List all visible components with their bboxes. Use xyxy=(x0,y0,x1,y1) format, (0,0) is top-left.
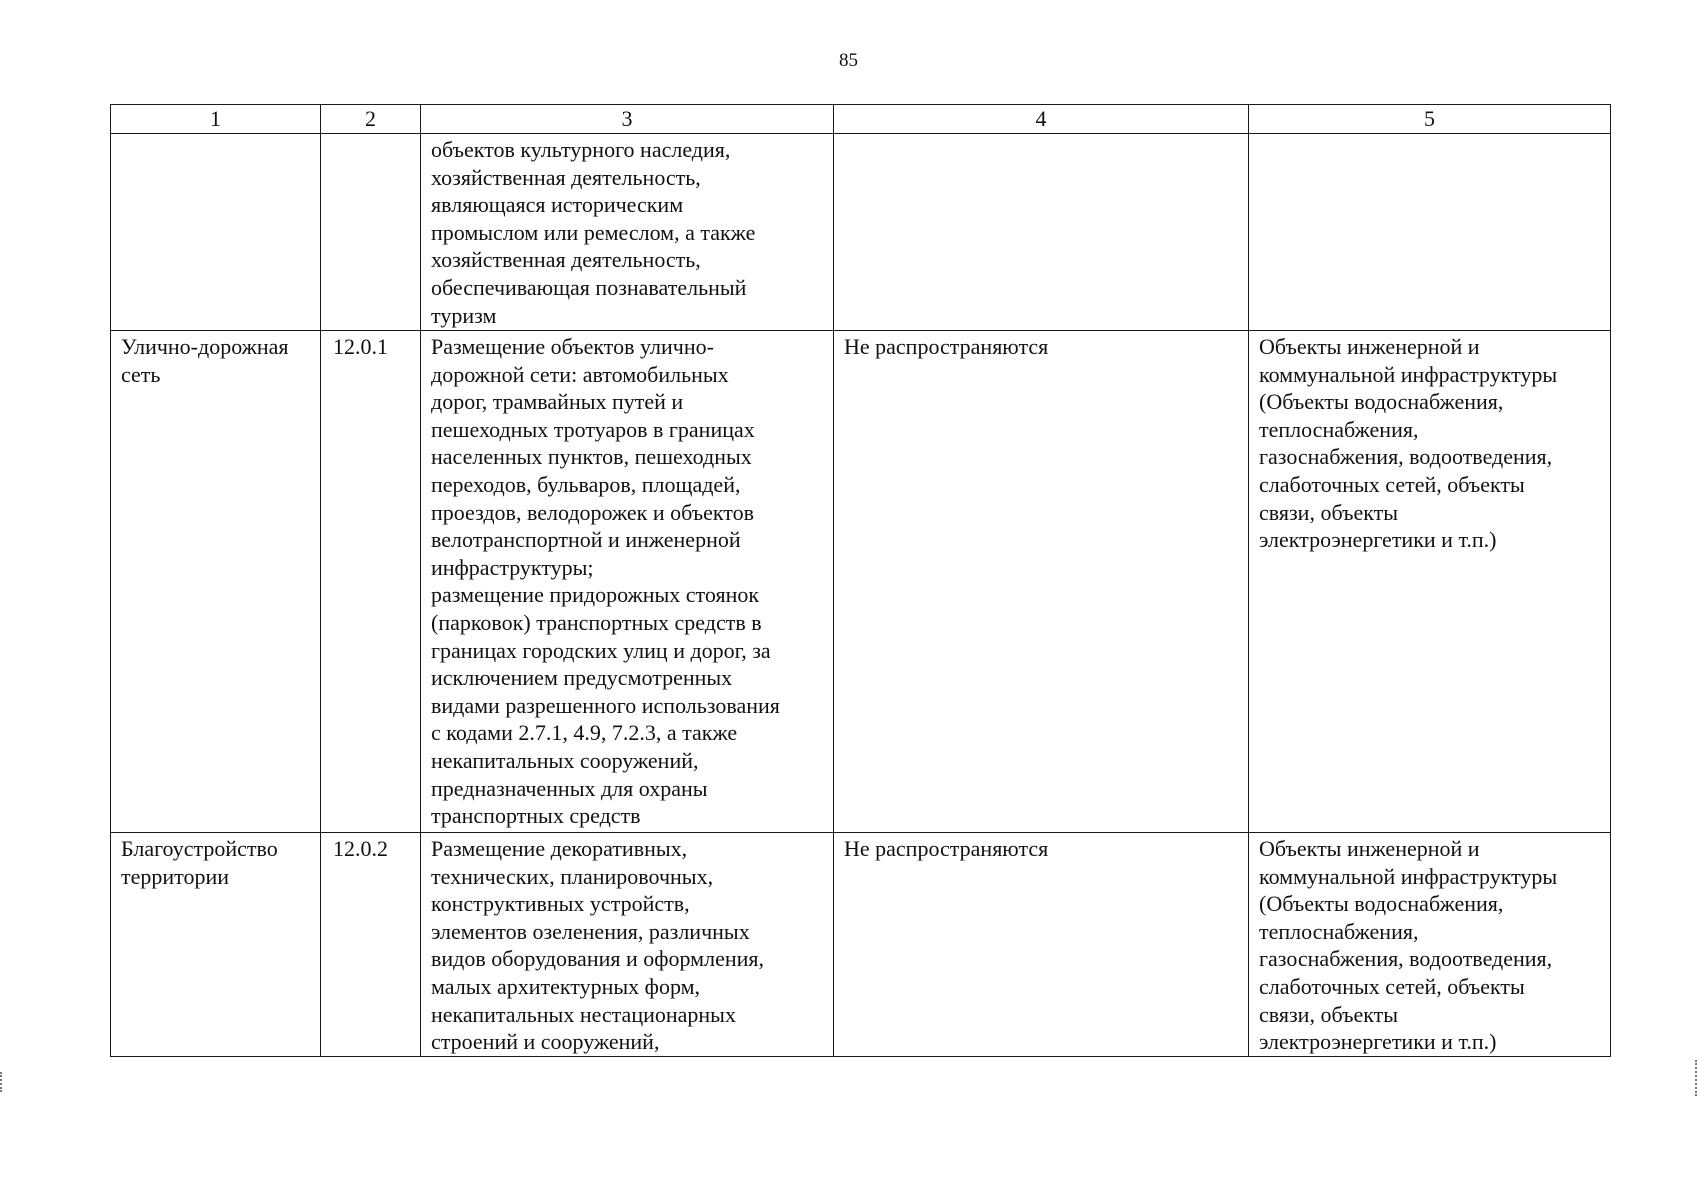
header-col-5: 5 xyxy=(1249,105,1611,134)
header-col-1: 1 xyxy=(111,105,321,134)
table-header-row xyxy=(111,105,1611,134)
zoning-table xyxy=(110,104,1611,1057)
header-col-3: 3 xyxy=(421,105,834,134)
scan-edge-mark-right xyxy=(1692,1060,1697,1096)
row-description-cell: Размещение объектов улично- дорожной сети: автомобильных дорог, трамвайных путей и пешеходных тротуаров в границах населенных пунктов, пешеходных переходов, бульваров, площадей, проездов, велодорожек и объектов велотранспортной и инженерной инфраструктуры; размещение придорожных стоянок (парковок) транспортных средств в границах городских улиц и дорог, за исключением предусмотренных видами разрешенного использования с кодами 2.7.1, 4.9, 7.2.3, а также некапитальных сооружений, предназначенных для охраны транспортных средств xyxy=(421,331,834,833)
row-restrictions-cell: Не распространяются xyxy=(834,331,1249,833)
row-code-cell: 12.0.1 xyxy=(321,331,421,833)
row-objects-cell: Объекты инженерной и коммунальной инфраструктуры (Объекты водоснабжения, теплоснабжения, газоснабжения, водоотведения, слаботочных сетей, объекты связи, объекты электроэнергетики и т.п.) xyxy=(1249,331,1611,833)
row-name-cell: Улично-дорожная сеть xyxy=(111,331,321,833)
table-row xyxy=(111,134,1611,331)
row-objects-cell xyxy=(1249,134,1611,331)
row-code-cell xyxy=(321,134,421,331)
row-restrictions-cell: Не распространяются xyxy=(834,833,1249,1057)
header-col-2: 2 xyxy=(321,105,421,134)
page-number: 85 xyxy=(839,50,858,71)
table-row xyxy=(111,833,1611,1057)
header-col-4: 4 xyxy=(834,105,1249,134)
row-code-cell: 12.0.2 xyxy=(321,833,421,1057)
row-description-cell: объектов культурного наследия, хозяйственная деятельность, являющаяся историческим промыслом или ремеслом, а также хозяйственная деятельность, обеспечивающая познавательный туризм xyxy=(421,134,834,331)
row-description-cell: Размещение декоративных, технических, планировочных, конструктивных устройств, элементов озеленения, различных видов оборудования и оформления, малых архитектурных форм, некапитальных нестационарных строений и сооружений, xyxy=(421,833,834,1057)
row-restrictions-cell xyxy=(834,134,1249,331)
table-row xyxy=(111,331,1611,833)
row-name-cell: Благоустройство территории xyxy=(111,833,321,1057)
row-objects-cell: Объекты инженерной и коммунальной инфраструктуры (Объекты водоснабжения, теплоснабжения, газоснабжения, водоотведения, слаботочных сетей, объекты связи, объекты электроэнергетики и т.п.) xyxy=(1249,833,1611,1057)
scan-edge-mark-left xyxy=(0,1072,5,1092)
row-name-cell xyxy=(111,134,321,331)
